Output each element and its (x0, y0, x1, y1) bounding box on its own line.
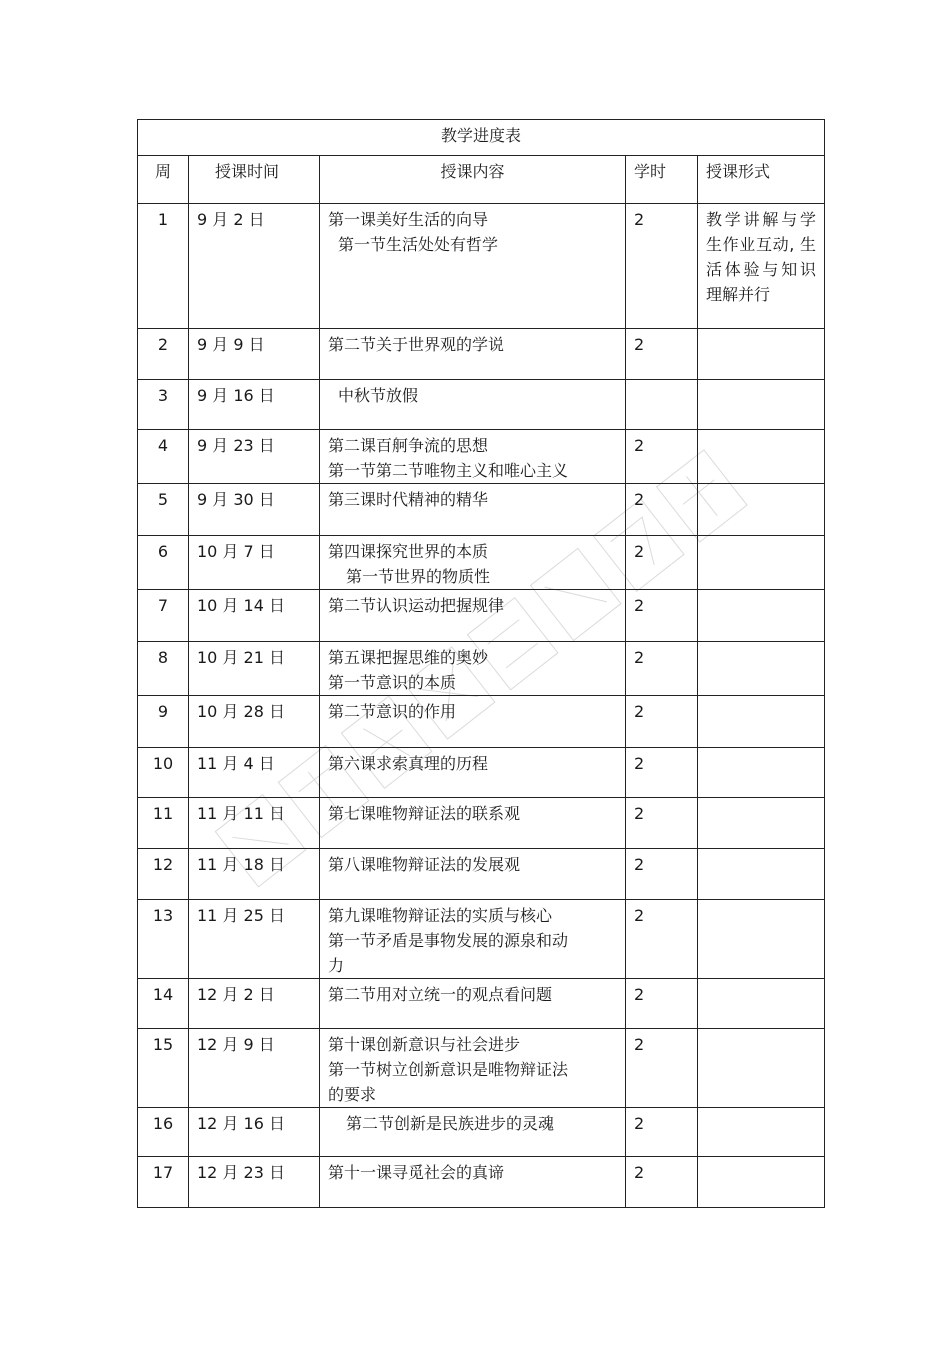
form-cell (698, 590, 825, 642)
form-cell (698, 329, 825, 380)
content-line: 第一课美好生活的向导 (328, 210, 489, 229)
content-cell (320, 798, 626, 849)
hours-cell: 2 (626, 536, 698, 590)
form-cell: 教学讲解与学生作业互动, 生活体验与知识理解并行 (698, 204, 825, 329)
date-cell: 9 月 23 日 (189, 430, 320, 484)
content-line: 第一节第二节唯物主义和唯心主义 (328, 461, 569, 480)
hours-cell: 2 (626, 590, 698, 642)
hours-cell: 2 (626, 329, 698, 380)
hours-cell: 2 (626, 1108, 698, 1157)
table-row (138, 329, 825, 380)
table-row (138, 380, 825, 430)
table-row (138, 536, 825, 590)
date-cell: 11 月 25 日 (189, 900, 320, 979)
content-line: 第六课求索真理的历程 (328, 754, 489, 773)
form-cell (698, 798, 825, 849)
table-row (138, 484, 825, 536)
week-cell: 4 (138, 430, 189, 484)
table-row (138, 590, 825, 642)
content-line: 第二节创新是民族进步的灵魂 (346, 1114, 555, 1133)
week-cell: 3 (138, 380, 189, 430)
week-cell: 12 (138, 849, 189, 900)
content-cell (320, 900, 626, 979)
date-cell: 12 月 9 日 (189, 1029, 320, 1108)
content-cell (320, 642, 626, 696)
content-cell (320, 329, 626, 380)
week-cell: 10 (138, 748, 189, 798)
table-row (138, 430, 825, 484)
content-cell (320, 536, 626, 590)
content-line: 第一节生活处处有哲学 (338, 235, 499, 254)
content-cell (320, 1157, 626, 1208)
content-cell (320, 380, 626, 430)
content-line: 第九课唯物辩证法的实质与核心 (328, 906, 553, 925)
date-cell: 10 月 14 日 (189, 590, 320, 642)
content-line: 第八课唯物辩证法的发展观 (328, 855, 521, 874)
week-cell: 6 (138, 536, 189, 590)
form-cell (698, 1029, 825, 1108)
table-row (138, 1029, 825, 1108)
hours-cell: 2 (626, 430, 698, 484)
content-line: 第十一课寻觅社会的真谛 (328, 1163, 505, 1182)
date-cell: 12 月 16 日 (189, 1108, 320, 1157)
form-cell (698, 849, 825, 900)
content-cell (320, 590, 626, 642)
week-cell: 9 (138, 696, 189, 748)
week-cell: 15 (138, 1029, 189, 1108)
content-cell (320, 979, 626, 1029)
table-row (138, 642, 825, 696)
date-cell: 11 月 18 日 (189, 849, 320, 900)
header-date: 授课时间 (189, 156, 320, 204)
form-cell (698, 642, 825, 696)
form-cell (698, 380, 825, 430)
form-cell (698, 536, 825, 590)
hours-cell: 2 (626, 979, 698, 1029)
hours-cell: 2 (626, 849, 698, 900)
content-line: 第二课百舸争流的思想 (328, 436, 489, 455)
content-cell (320, 849, 626, 900)
table-title: 教学进度表 (138, 120, 825, 156)
week-cell: 16 (138, 1108, 189, 1157)
date-cell: 10 月 7 日 (189, 536, 320, 590)
table-header-row (138, 156, 825, 204)
week-cell: 1 (138, 204, 189, 329)
week-cell: 7 (138, 590, 189, 642)
week-cell: 13 (138, 900, 189, 979)
content-cell (320, 204, 626, 329)
week-cell: 17 (138, 1157, 189, 1208)
content-line: 的要求 (328, 1085, 377, 1104)
date-cell: 10 月 21 日 (189, 642, 320, 696)
week-cell: 8 (138, 642, 189, 696)
form-cell (698, 900, 825, 979)
hours-cell (626, 380, 698, 430)
date-cell: 9 月 9 日 (189, 329, 320, 380)
table-title-row (138, 120, 825, 156)
date-cell: 11 月 4 日 (189, 748, 320, 798)
hours-cell: 2 (626, 748, 698, 798)
content-cell (320, 484, 626, 536)
date-cell: 10 月 28 日 (189, 696, 320, 748)
date-cell: 9 月 16 日 (189, 380, 320, 430)
content-cell (320, 1108, 626, 1157)
hours-cell: 2 (626, 642, 698, 696)
form-cell (698, 979, 825, 1029)
content-cell (320, 748, 626, 798)
table-row (138, 1108, 825, 1157)
table-row (138, 204, 825, 329)
table-row (138, 798, 825, 849)
content-cell (320, 696, 626, 748)
hours-cell: 2 (626, 204, 698, 329)
content-line: 第五课把握思维的奥妙 (328, 648, 489, 667)
content-line: 第一节树立创新意识是唯物辩证法 (328, 1060, 569, 1079)
content-line: 第二节认识运动把握规律 (328, 596, 505, 615)
form-cell (698, 696, 825, 748)
table-row (138, 849, 825, 900)
form-cell (698, 748, 825, 798)
date-cell: 12 月 23 日 (189, 1157, 320, 1208)
content-line: 第二节意识的作用 (328, 702, 457, 721)
table-row (138, 748, 825, 798)
content-cell (320, 1029, 626, 1108)
week-cell: 11 (138, 798, 189, 849)
form-cell (698, 1108, 825, 1157)
week-cell: 5 (138, 484, 189, 536)
form-cell (698, 1157, 825, 1208)
form-cell (698, 430, 825, 484)
form-cell (698, 484, 825, 536)
date-cell: 9 月 30 日 (189, 484, 320, 536)
content-line: 第十课创新意识与社会进步 (328, 1035, 521, 1054)
content-line: 第二节用对立统一的观点看问题 (328, 985, 553, 1004)
teaching-schedule-table (137, 119, 825, 1208)
table-row (138, 696, 825, 748)
content-line: 中秋节放假 (338, 386, 419, 405)
header-form: 授课形式 (698, 156, 825, 204)
content-line: 第二节关于世界观的学说 (328, 335, 505, 354)
content-line: 第七课唯物辩证法的联系观 (328, 804, 521, 823)
hours-cell: 2 (626, 696, 698, 748)
header-content: 授课内容 (320, 156, 626, 204)
date-cell: 9 月 2 日 (189, 204, 320, 329)
header-hours: 学时 (626, 156, 698, 204)
content-line: 第一节世界的物质性 (346, 567, 491, 586)
table-row (138, 900, 825, 979)
week-cell: 14 (138, 979, 189, 1029)
content-cell (320, 430, 626, 484)
table-row (138, 979, 825, 1029)
hours-cell: 2 (626, 484, 698, 536)
content-line: 力 (328, 956, 345, 975)
table-row (138, 1157, 825, 1208)
hours-cell: 2 (626, 900, 698, 979)
date-cell: 12 月 2 日 (189, 979, 320, 1029)
content-line: 第一节意识的本质 (328, 673, 457, 692)
hours-cell: 2 (626, 1029, 698, 1108)
date-cell: 11 月 11 日 (189, 798, 320, 849)
content-line: 第三课时代精神的精华 (328, 490, 489, 509)
header-week: 周 (138, 156, 189, 204)
hours-cell: 2 (626, 798, 698, 849)
content-line: 第一节矛盾是事物发展的源泉和动 (328, 931, 569, 950)
content-line: 第四课探究世界的本质 (328, 542, 489, 561)
week-cell: 2 (138, 329, 189, 380)
hours-cell: 2 (626, 1157, 698, 1208)
